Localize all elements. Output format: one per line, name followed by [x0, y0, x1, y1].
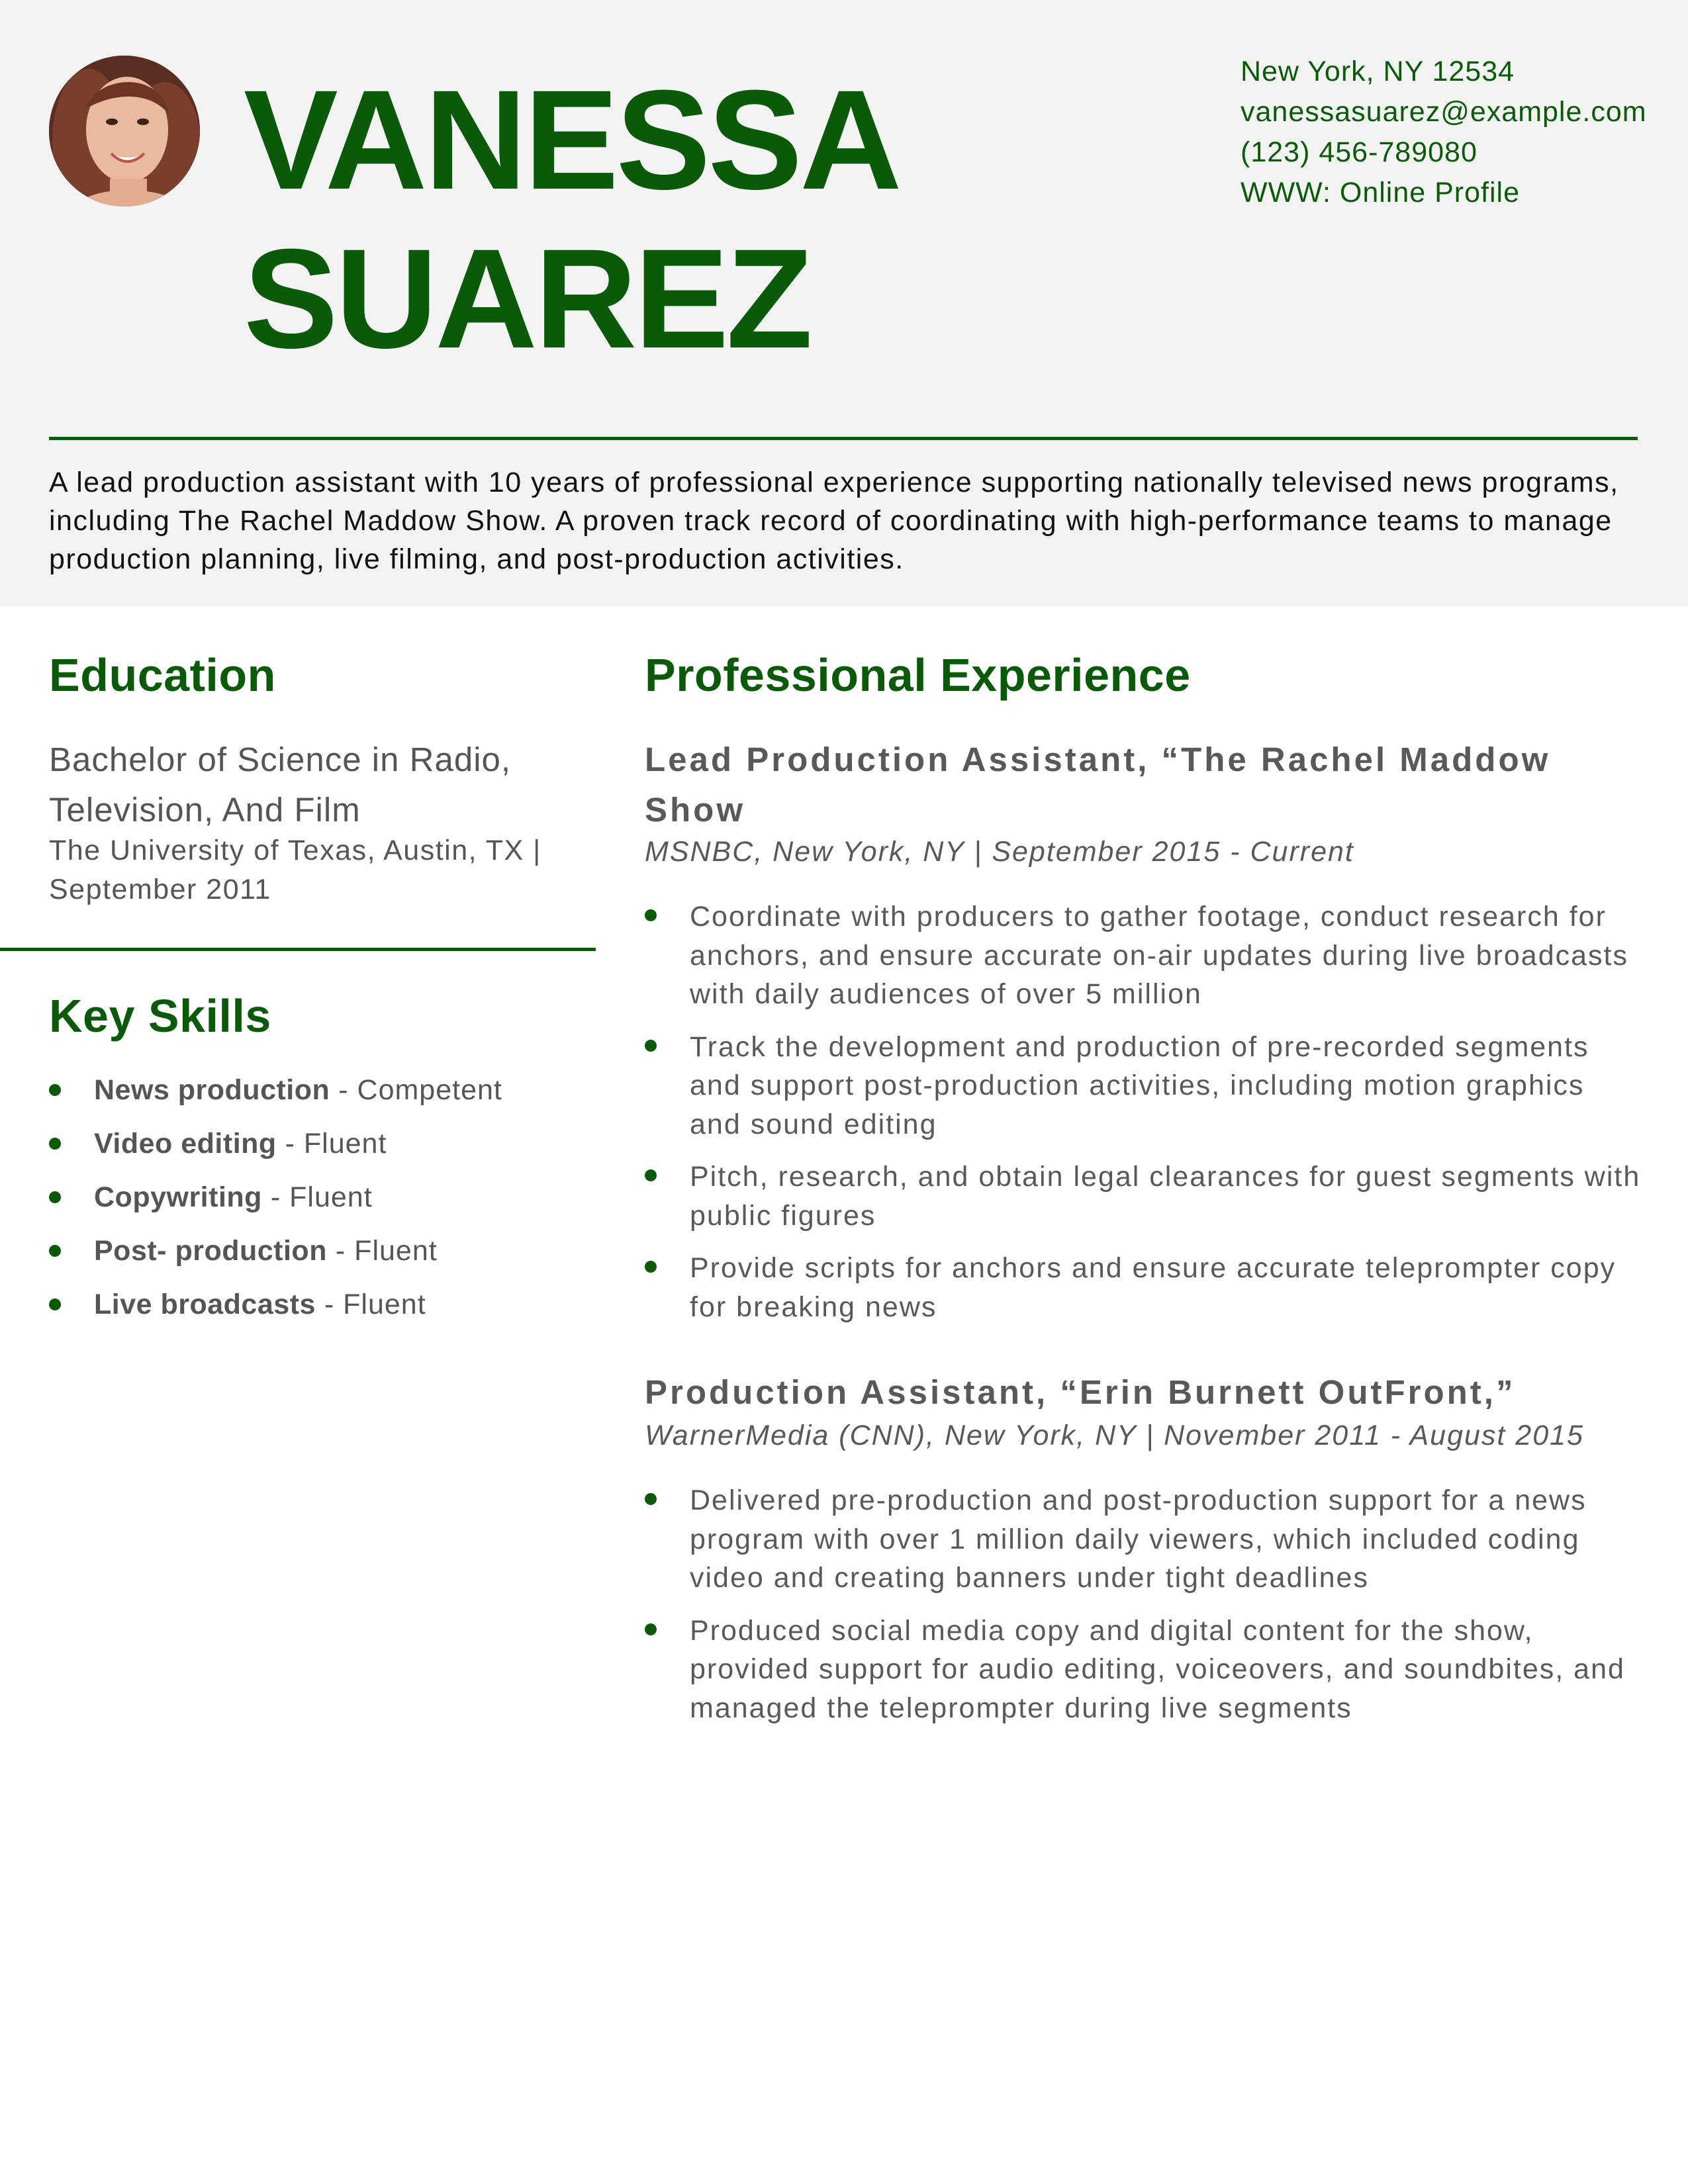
- skill-level: - Fluent: [261, 1181, 373, 1213]
- skill-level: - Fluent: [315, 1289, 426, 1320]
- skill-level: - Competent: [330, 1074, 502, 1106]
- skill-item: [49, 1179, 592, 1215]
- skill-item: [49, 1233, 592, 1269]
- skill-name: News production: [94, 1074, 330, 1106]
- job-bullets: [645, 1481, 1644, 1741]
- job-bullet: [645, 1481, 1644, 1598]
- job-title: Lead Production Assistant, “The Rachel Maddow Show: [645, 741, 1551, 829]
- contact-email[interactable]: vanessasuarez@example.com: [1241, 96, 1647, 128]
- contact-website[interactable]: WWW: Online Profile: [1241, 177, 1520, 208]
- job-meta: WarnerMedia (CNN), New York, NY | November 2011 - August 2015: [645, 1420, 1584, 1451]
- skill-level: - Fluent: [276, 1128, 387, 1160]
- skill-name: Video editing: [94, 1128, 277, 1160]
- education-divider: [0, 948, 596, 951]
- job-bullet: [645, 1612, 1644, 1728]
- education-school: The University of Texas, Austin, TX | September 2011: [49, 835, 541, 905]
- bullet-dot: [645, 1493, 657, 1505]
- skill-name: Live broadcasts: [94, 1289, 316, 1320]
- skill-name: Copywriting: [94, 1181, 262, 1213]
- bullet-dot: [49, 1084, 61, 1096]
- bullet-dot: [645, 1623, 657, 1635]
- bullet-dot: [49, 1298, 61, 1310]
- profile-summary: A lead production assistant with 10 years of professional experience supporting nationally televised news programs, including The Rachel Maddow Show. A proven track record of coordinating with high-performance teams to manage production planning, live filming, and post-production activities.: [49, 467, 1619, 575]
- bullet-text: Produced social media copy and digital content for the show, provided support for audio editing, voiceovers, and soundbites, and managed the teleprompter during live segments: [690, 1614, 1625, 1724]
- first-name: VANESSA: [244, 61, 900, 219]
- bullet-dot: [645, 1261, 657, 1273]
- skill-item: [49, 1126, 592, 1161]
- job-bullet: [645, 1158, 1644, 1235]
- bullet-text: Track the development and production of pre-recorded segments and support post-production activities, including motion graphics and sound editing: [690, 1030, 1589, 1140]
- bullet-dot: [49, 1191, 61, 1203]
- job-bullet: [645, 1028, 1644, 1144]
- skill-item: [49, 1287, 592, 1322]
- profile-photo: [49, 56, 200, 206]
- bullet-text: Pitch, research, and obtain legal clearances for guest segments with public figures: [690, 1161, 1641, 1232]
- skills-heading: Key Skills: [49, 990, 271, 1042]
- bullet-text: Coordinate with producers to gather footage, conduct research for anchors, and ensure accurate on-air updates during live broadcasts with daily audiences of over 5 million: [690, 901, 1628, 1010]
- bullet-dot: [49, 1245, 61, 1257]
- avatar: [49, 56, 200, 206]
- skill-level: - Fluent: [326, 1235, 438, 1267]
- bullet-dot: [645, 1169, 657, 1181]
- last-name: SUAREZ: [244, 220, 810, 378]
- job-bullet: [645, 1249, 1644, 1326]
- contact-phone: (123) 456-789080: [1241, 136, 1477, 168]
- skill-name: Post- production: [94, 1235, 327, 1267]
- bullet-text: Delivered pre-production and post-production support for a news program with over 1 million daily viewers, which included coding video and creating banners under tight deadlines: [690, 1484, 1587, 1594]
- bullet-dot: [645, 909, 657, 921]
- skill-item: [49, 1072, 592, 1108]
- bullet-text: Provide scripts for anchors and ensure accurate teleprompter copy for breaking news: [690, 1252, 1617, 1323]
- candidate-name: [244, 61, 900, 379]
- bullet-dot: [49, 1138, 61, 1150]
- education-degree: Bachelor of Science in Radio, Television, And Film: [49, 741, 512, 829]
- job-bullet: [645, 897, 1644, 1014]
- contact-block: [1241, 52, 1651, 213]
- job-title: Production Assistant, “Erin Burnett OutFront,”: [645, 1373, 1516, 1411]
- bullet-dot: [645, 1040, 657, 1052]
- contact-location: New York, NY 12534: [1241, 56, 1515, 87]
- job-bullets: [645, 897, 1644, 1340]
- experience-heading: Professional Experience: [645, 649, 1191, 701]
- skills-list: [49, 1072, 592, 1340]
- header-divider: [49, 437, 1638, 440]
- job-meta: MSNBC, New York, NY | September 2015 - Current: [645, 836, 1354, 868]
- header-band: [0, 0, 1688, 606]
- education-heading: Education: [49, 649, 276, 701]
